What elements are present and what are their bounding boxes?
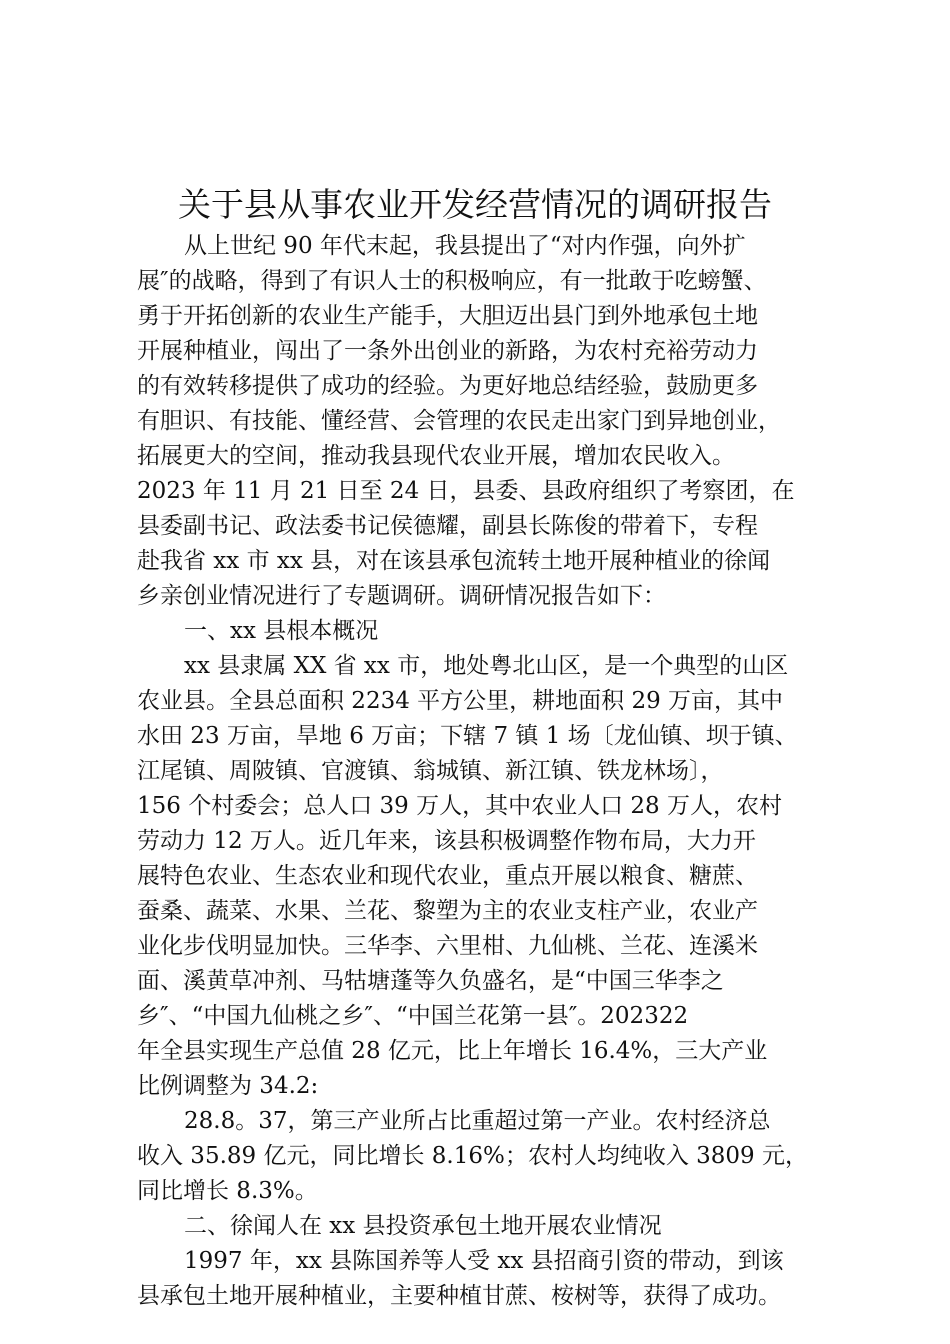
paragraph-line: 勇于开拓创新的农业生产能手，大胆迈出县门到外地承包土地 bbox=[137, 303, 758, 329]
paragraph-line: 业化步伐明显加快。三华李、六里柑、九仙桃、兰花、连溪米 bbox=[137, 933, 758, 959]
section-heading: 二、徐闻人在 xx 县投资承包土地开展农业情况 bbox=[184, 1213, 662, 1239]
paragraph-line: 1997 年，xx 县陈国养等人受 xx 县招商引资的带动，到该 bbox=[184, 1248, 784, 1274]
document-body bbox=[137, 229, 837, 1314]
paragraph-line: 同比增长 8.3%。 bbox=[137, 1178, 318, 1204]
paragraph-line: 从上世纪 90 年代末起，我县提出了“对内作强，向外扩 bbox=[184, 233, 746, 259]
paragraph-line: 比例调整为 34.2: bbox=[137, 1073, 319, 1099]
document-title: 关于县从事农业开发经营情况的调研报告 bbox=[178, 185, 772, 224]
paragraph-line: 156 个村委会；总人口 39 万人，其中农业人口 28 万人，农村 bbox=[137, 793, 782, 819]
section-heading: 一、xx 县根本概况 bbox=[184, 618, 379, 644]
paragraph-line: xx 县隶属 XX 省 xx 市，地处粤北山区，是一个典型的山区 bbox=[184, 653, 789, 679]
paragraph-line: 年全县实现生产总值 28 亿元，比上年增长 16.4%，三大产业 bbox=[137, 1038, 768, 1064]
paragraph-line: 县承包土地开展种植业，主要种植甘蔗、桉树等，获得了成功。 bbox=[137, 1283, 781, 1309]
paragraph-line: 水田 23 万亩，旱地 6 万亩；下辖 7 镇 1 场〔龙仙镇、坝于镇、 bbox=[137, 723, 798, 749]
paragraph-line: 农业县。全县总面积 2234 平方公里，耕地面积 29 万亩，其中 bbox=[137, 688, 784, 714]
paragraph-line: 拓展更大的空间，推动我县现代农业开展，增加农民收入。 bbox=[137, 443, 735, 469]
paragraph-line: 面、溪黄草冲剂、马牯塘蓬等久负盛名，是“中国三华李之 bbox=[137, 968, 724, 994]
paragraph-line: 28.8。37，第三产业所占比重超过第一产业。农村经济总 bbox=[184, 1108, 771, 1134]
paragraph-line: 收入 35.89 亿元，同比增长 8.16%；农村人均纯收入 3809 元， bbox=[137, 1143, 808, 1169]
paragraph-line: 江尾镇、周陂镇、官渡镇、翁城镇、新江镇、铁龙林场〕， bbox=[137, 758, 724, 784]
paragraph-line: 县委副书记、政法委书记侯德耀，副县长陈俊的带着下，专程 bbox=[137, 513, 758, 539]
paragraph-line: 的有效转移提供了成功的经验。为更好地总结经验，鼓励更多 bbox=[137, 373, 758, 399]
paragraph-line: 2023 年 11 月 21 日至 24 日，县委、县政府组织了考察团，在 bbox=[137, 478, 795, 504]
paragraph-line: 展特色农业、生态农业和现代农业，重点开展以粮食、糖蔗、 bbox=[137, 863, 758, 889]
paragraph-line: 赴我省 xx 市 xx 县，对在该县承包流转土地开展种植业的徐闻 bbox=[137, 548, 771, 574]
paragraph-line: 劳动力 12 万人。近几年来，该县积极调整作物布局，大力开 bbox=[137, 828, 756, 854]
paragraph-line: 展″的战略，得到了有识人士的积极响应，有一批敢于吃螃蟹、 bbox=[137, 268, 767, 294]
paragraph-line: 有胆识、有技能、懂经营、会管理的农民走出家门到异地创业， bbox=[137, 408, 781, 434]
paragraph-line: 蚕桑、蔬菜、水果、兰花、黎塑为主的农业支柱产业，农业产 bbox=[137, 898, 758, 924]
paragraph-line: 开展种植业，闯出了一条外出创业的新路，为农村充裕劳动力 bbox=[137, 338, 758, 364]
paragraph-line: 乡亲创业情况进行了专题调研。调研情况报告如下： bbox=[137, 583, 666, 609]
paragraph-line: 乡″、“中国九仙桃之乡″、“中国兰花第一县″。202322 bbox=[137, 1003, 689, 1029]
